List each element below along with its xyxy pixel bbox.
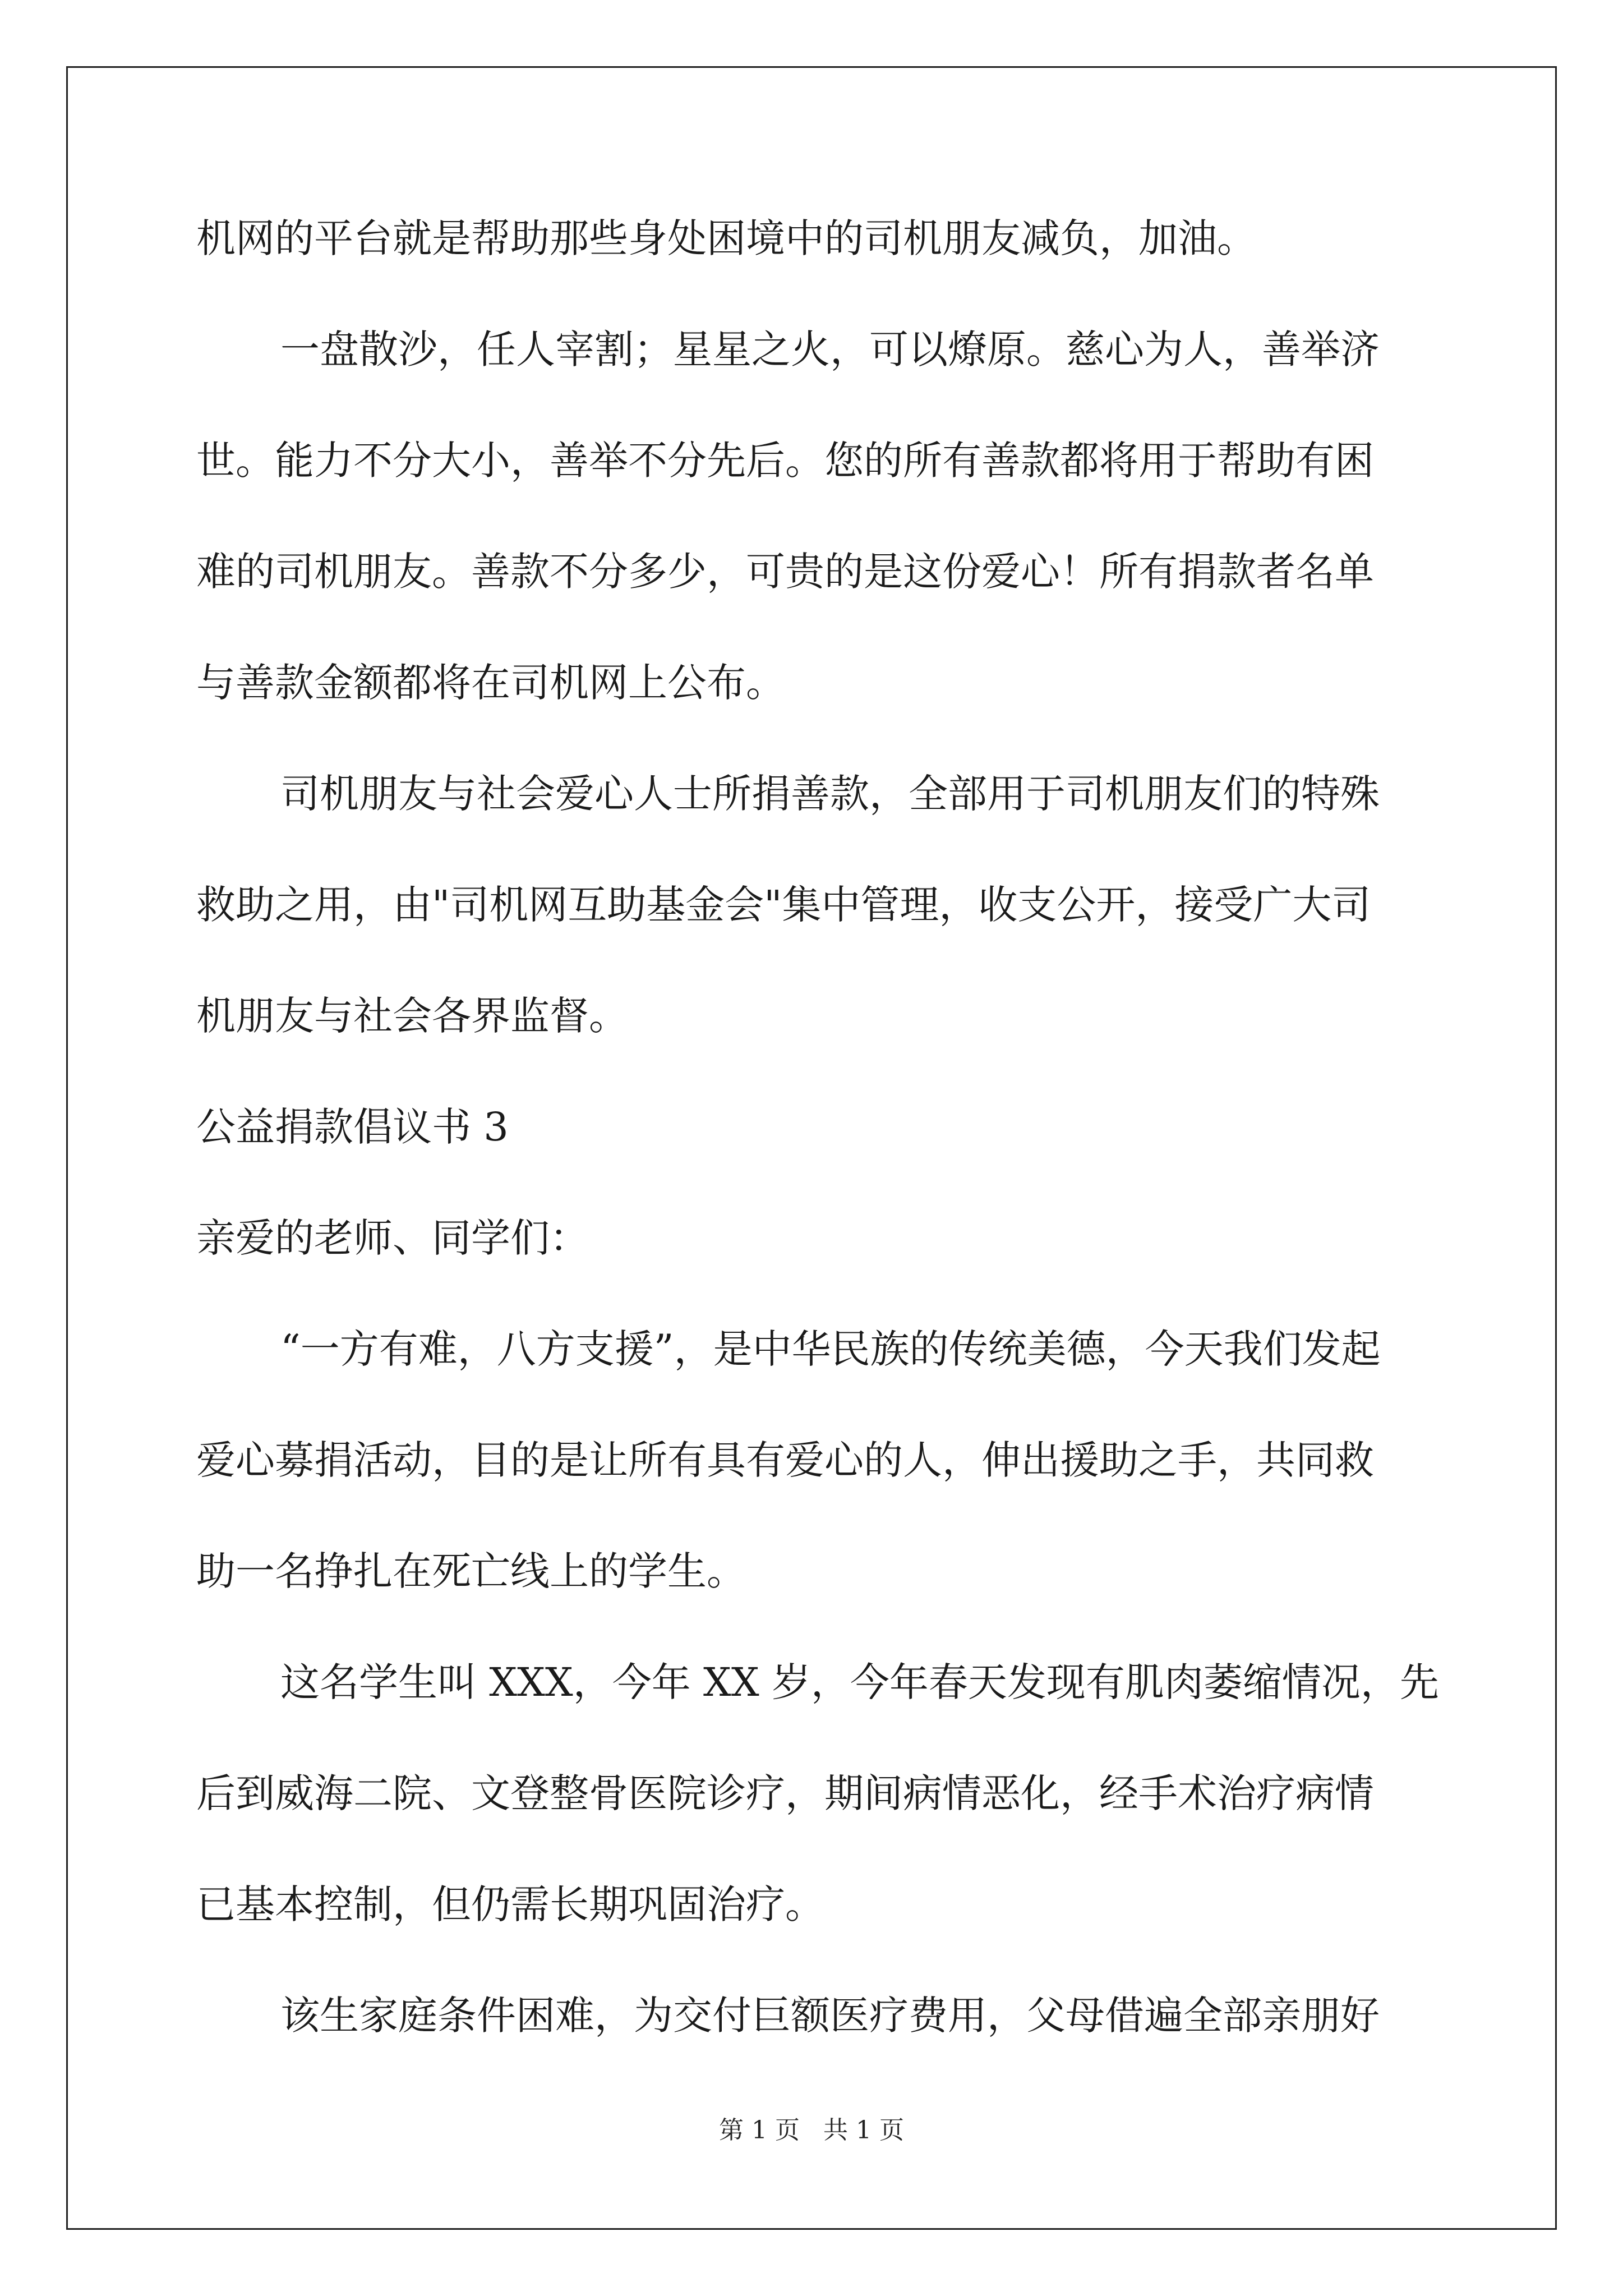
- page-number: 第 1 页: [719, 2116, 800, 2145]
- section-heading: 公益捐款倡议书 3: [196, 1104, 509, 1150]
- page-footer: [0, 2114, 1623, 2147]
- text-line: 一盘散沙，任人宰割；星星之火，可以燎原。慈心为人，善举济: [280, 326, 1380, 372]
- text-line: 与善款金额都将在司机网上公布。: [196, 660, 785, 706]
- text-line: 救助之用，由"司机网互助基金会"集中管理，收支公开，接受广大司: [196, 882, 1371, 928]
- text-line: “一方有难，八方支援”，是中华民族的传统美德，今天我们发起: [280, 1326, 1381, 1372]
- salutation: 亲爱的老师、同学们：: [196, 1215, 589, 1261]
- text-line: 后到威海二院、文登整骨医院诊疗，期间病情恶化，经手术治疗病情: [196, 1770, 1374, 1816]
- text-line: 机朋友与社会各界监督。: [196, 993, 628, 1039]
- text-line: 这名学生叫 XXX，今年 XX 岁，今年春天发现有肌肉萎缩情况，先: [280, 1659, 1439, 1705]
- page-total: 共 1 页: [823, 2116, 904, 2145]
- text-line: 已基本控制，但仍需长期巩固治疗。: [196, 1881, 824, 1927]
- text-line: 司机朋友与社会爱心人士所捐善款，全部用于司机朋友们的特殊: [280, 771, 1380, 817]
- text-line: 机网的平台就是帮助那些身处困境中的司机朋友减负，加油。: [196, 215, 1256, 261]
- text-line: 助一名挣扎在死亡线上的学生。: [196, 1548, 746, 1594]
- text-line: 世。能力不分大小，善举不分先后。您的所有善款都将用于帮助有困: [196, 438, 1374, 484]
- text-line: 难的司机朋友。善款不分多少，可贵的是这份爱心！所有捐款者名单: [196, 549, 1374, 595]
- text-line: 该生家庭条件困难，为交付巨额医疗费用，父母借遍全部亲朋好: [280, 1993, 1380, 2039]
- text-line: 爱心募捐活动，目的是让所有具有爱心的人，伸出援助之手，共同救: [196, 1437, 1374, 1483]
